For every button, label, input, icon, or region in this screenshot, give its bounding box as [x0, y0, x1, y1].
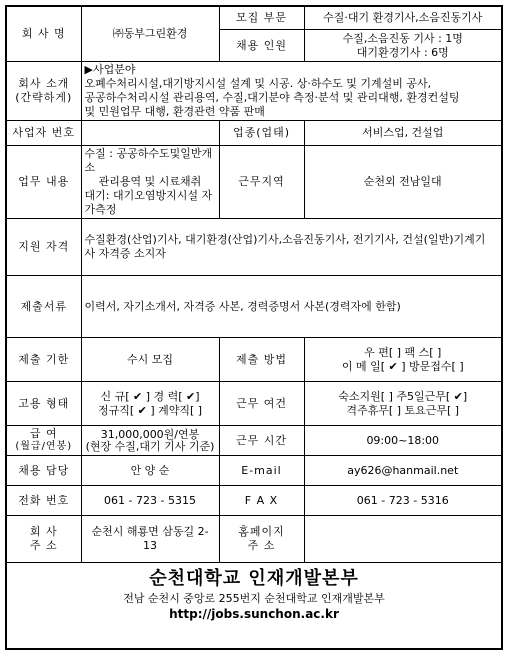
recruiter-value: 안 양 순 — [81, 456, 219, 486]
company-address-label — [7, 516, 81, 563]
fax-value: 061 - 723 - 5316 — [304, 486, 501, 516]
employment-type-value — [81, 382, 219, 426]
company-name-value: ㈜동부그린환경 — [81, 7, 219, 62]
company-address-label-line2: 주 소 — [29, 539, 58, 552]
company-name-label: 회 사 명 — [7, 7, 81, 62]
recruit-count-label: 채용 인원 — [219, 30, 304, 62]
submit-method-value — [304, 338, 501, 382]
recruit-count-line2: 대기환경기사 : 6명 — [356, 45, 449, 59]
documents-value: 이력서, 자기소개서, 자격증 사본, 경력증명서 사본(경력자에 한함) — [81, 276, 501, 338]
deadline-label: 제출 기한 — [7, 338, 81, 382]
business-type-label: 업종(업태) — [219, 121, 304, 146]
recruit-field-label: 모집 부문 — [219, 7, 304, 30]
homepage-value — [304, 516, 501, 563]
salary-label-line2: (월급/연봉) — [15, 441, 73, 452]
salary-label — [7, 426, 81, 456]
employment-type-line2: 정규직[ ✔ ] 계약직[ ] — [97, 403, 203, 417]
qualification-line2: 사 자격증 소지자 — [84, 247, 166, 260]
homepage-label-line1: 홈페이지 — [238, 525, 285, 538]
qualification-line1: 수질환경(산업)기사, 대기환경(산업)기사,소음진동기사, 전기기사, 건설(일반)기계기 — [84, 233, 486, 246]
email-value: ay626@hanmail.net — [304, 456, 501, 486]
footer — [7, 563, 501, 627]
email-label: E-mail — [219, 456, 304, 486]
salary-label-line1: 급 여 — [29, 427, 58, 440]
work-hours-label: 근무 시간 — [219, 426, 304, 456]
qualification-value — [81, 219, 501, 276]
company-intro-value — [81, 62, 501, 121]
recruit-count-value — [304, 30, 501, 62]
fax-label: F A X — [219, 486, 304, 516]
business-number-label: 사업자 번호 — [7, 121, 81, 146]
homepage-label-line2: 주 소 — [247, 539, 276, 552]
company-intro-label-line1: 회사 소개 — [18, 77, 70, 90]
recruit-field-value: 수질·대기 환경기사,소음진동기사 — [304, 7, 501, 30]
job-posting-table — [7, 7, 501, 626]
company-address-value: 순천시 해룡면 삼동길 2-13 — [81, 516, 219, 563]
deadline-value: 수시 모집 — [81, 338, 219, 382]
company-intro-line3: 공공하수처리시설 관리용역, 수질,대기분야 측정·분석 및 관리대행, 환경컨설팅 — [84, 91, 460, 104]
work-condition-value — [304, 382, 501, 426]
employment-type-line1: 신 규[ ✔ ] 경 력[ ✔] — [100, 389, 200, 403]
work-region-label: 근무지역 — [219, 146, 304, 219]
submit-method-label: 제출 방법 — [219, 338, 304, 382]
job-posting-form — [5, 5, 503, 650]
company-address-label-line1: 회 사 — [29, 525, 58, 538]
employment-type-label: 고용 형태 — [7, 382, 81, 426]
footer-address: 전남 순천시 중앙로 255번지 순천대학교 인재개발본부 — [123, 592, 385, 605]
duty-value — [81, 146, 219, 219]
documents-label: 제출서류 — [7, 276, 81, 338]
salary-value — [81, 426, 219, 456]
footer-title: 순천대학교 인재개발본부 — [149, 568, 359, 589]
phone-value: 061 - 723 - 5315 — [81, 486, 219, 516]
duty-line2: 관리용역 및 시료채취 — [98, 175, 202, 188]
company-intro-label — [7, 62, 81, 121]
duty-label: 업무 내용 — [7, 146, 81, 219]
business-number-value — [81, 121, 219, 146]
homepage-label — [219, 516, 304, 563]
work-condition-line2: 격주휴무[ ] 토요근무[ ] — [346, 403, 460, 417]
salary-line1: 31,000,000원/연봉 — [100, 427, 200, 441]
company-intro-label-line2: (간략하게) — [15, 91, 73, 104]
company-intro-line1: ▶사업분야 — [84, 63, 136, 76]
work-condition-line1: 숙소지원[ ] 주5일근무[ ✔] — [338, 389, 468, 403]
submit-method-line1: 우 편[ ] 팩 스[ ] — [364, 345, 442, 359]
work-region-value: 순천외 전남일대 — [304, 146, 501, 219]
phone-label: 전화 번호 — [7, 486, 81, 516]
salary-line2: (현장 수질,대기 기사 기준) — [85, 439, 215, 453]
work-hours-value: 09:00~18:00 — [304, 426, 501, 456]
company-intro-line2: 오폐수처리시설,대기방지시설 설계 및 시공. 상·하수도 및 기계설비 공사, — [84, 77, 432, 90]
duty-line1: 수질 : 공공하수도및일반개소 — [84, 147, 213, 174]
submit-method-line2: 이 메 일[ ✔ ] 방문접수[ ] — [341, 359, 464, 373]
recruiter-label: 채용 담당 — [7, 456, 81, 486]
qualification-label: 지원 자격 — [7, 219, 81, 276]
company-intro-line4: 및 민원업무 대행, 환경관련 약품 판매 — [84, 105, 265, 118]
recruit-count-line1: 수질,소음진동 기사 : 1명 — [342, 31, 463, 45]
work-condition-label: 근무 여건 — [219, 382, 304, 426]
footer-url-link[interactable]: http://jobs.sunchon.ac.kr — [169, 607, 339, 621]
duty-line3: 대기: 대기오염방지시설 자가측정 — [84, 189, 213, 216]
business-type-value: 서비스업, 건설업 — [304, 121, 501, 146]
